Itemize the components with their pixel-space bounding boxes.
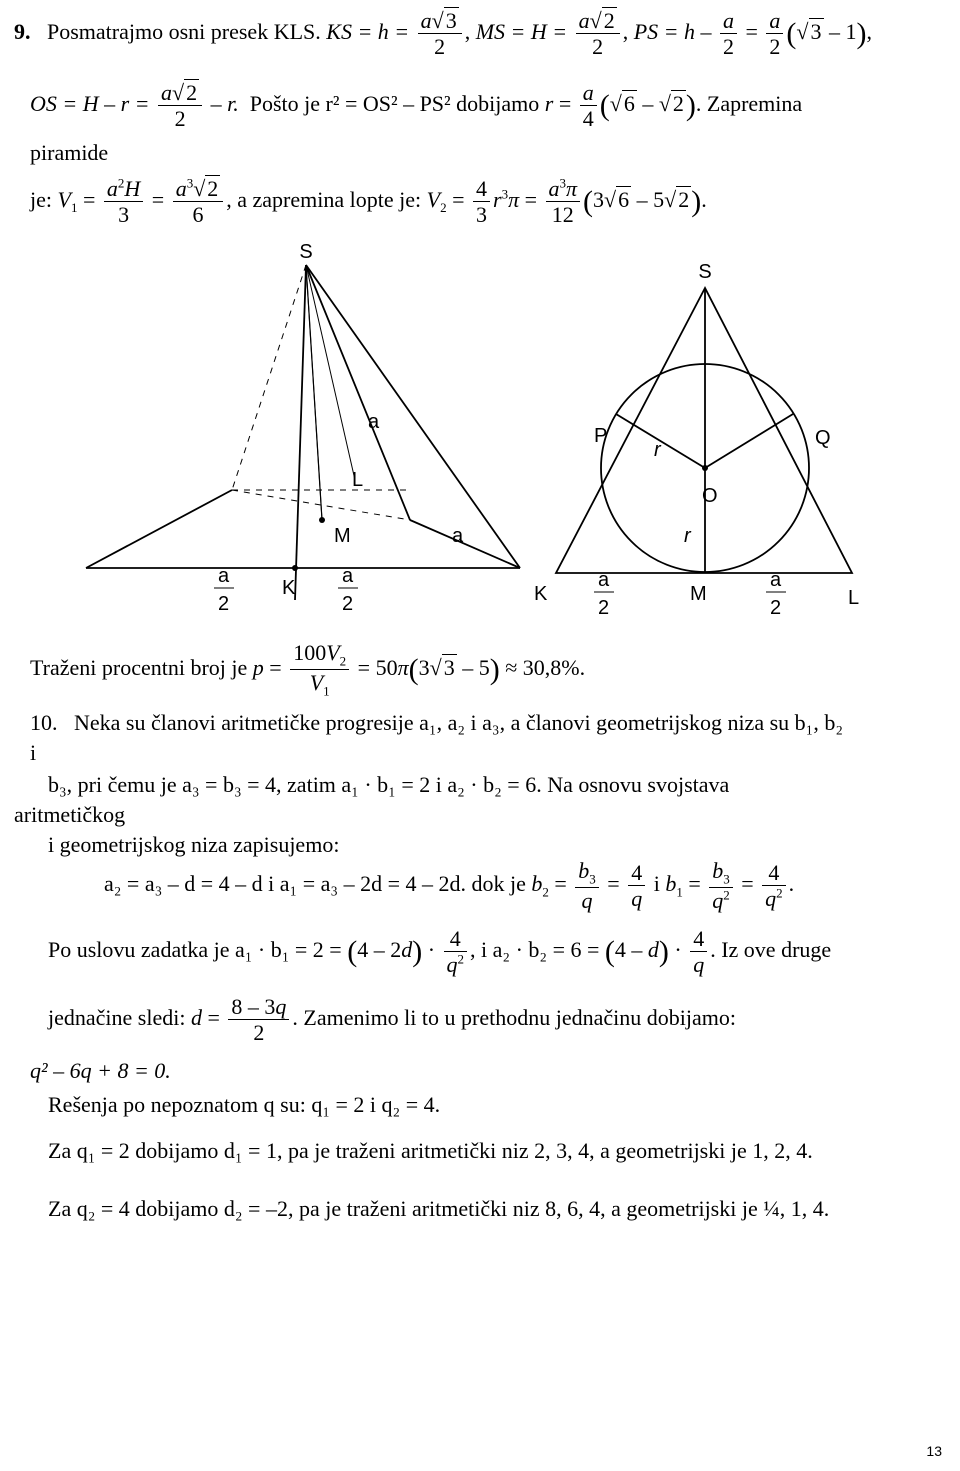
v1-frac2: $\frac{a^3√2}{6}$ bbox=[173, 176, 224, 228]
label-M-left: M bbox=[334, 525, 351, 547]
label-S-right: S bbox=[698, 261, 712, 283]
point-O bbox=[702, 465, 708, 471]
pyramid-and-cross-section-figure bbox=[0, 230, 960, 630]
label-a-half-left-r: a bbox=[598, 569, 610, 591]
ms-eq: MS = H = bbox=[475, 18, 568, 44]
trazeni-text: Traženi procentni broj je bbox=[30, 654, 248, 680]
result-text: ≈ 30,8%. bbox=[505, 654, 586, 680]
p10-line4: aritmetičkog bbox=[14, 802, 126, 827]
label-L-left: L bbox=[352, 469, 364, 491]
r-fraction: $\frac{a}{4}$ bbox=[580, 80, 597, 132]
label-two-right-r: 2 bbox=[770, 597, 782, 619]
label-two-left-r: 2 bbox=[598, 597, 610, 619]
os-eq: OS = H – r = bbox=[30, 90, 150, 116]
label-L-right: L bbox=[848, 587, 860, 609]
p9-line1: 9. Posmatrajmo osni presek KLS. KS = h = $\frac{a√3}{2}$ , MS = H = $\frac{a√2}{2}$ , PS = h – $\frac{a}{2}$ = $\frac{a}{2}$ (√3 – 1), bbox=[14, 8, 872, 60]
cond2-frac: $\frac{4}{q}$ bbox=[690, 926, 707, 978]
p10-line8: jednačine sledi: d = $\frac{8 - 3q}{2}$ . Zamenimo li to u prethodnu jednačinu dobijamo: bbox=[48, 994, 736, 1046]
label-r-top: r bbox=[654, 439, 661, 461]
p10-line12: Za q₂ = 4 dobijamo d₂ = –2, pa je traženi aritmetički niz 8, 6, 4, a geometrijski je ¼, 1, 4. bbox=[48, 1196, 830, 1221]
ks-fraction: $\frac{a√3}{2}$ bbox=[418, 8, 462, 60]
p9-line2: OS = H – r = $\frac{a√2}{2}$ – r. Pošto je r² = OS² – PS² dobijamo r = $\frac{a}{4}$ (√6 – √2). Zapremina bbox=[30, 80, 803, 132]
label-a-half-right-r: a bbox=[770, 569, 782, 591]
zapremina-text: Zapremina bbox=[706, 90, 803, 116]
os-r: – r. bbox=[210, 90, 239, 116]
p10-text-7a: Po uslovu zadatka je a₁ · b₁ = 2 = bbox=[48, 936, 342, 962]
ks-eq: KS = h = bbox=[326, 18, 410, 44]
ms-fraction: $\frac{a√2}{2}$ bbox=[576, 8, 620, 60]
v1-frac1: $\frac{a^2H}{3}$ bbox=[104, 176, 143, 228]
p10-line11: Za q₁ = 2 dobijamo d₁ = 1, pa je traženi aritmetički niz 2, 3, 4, a geometrijski je 1, 2, 4. bbox=[48, 1138, 813, 1163]
label-a-half-right: a bbox=[342, 565, 354, 587]
p10-text-8b: . Zamenimo li to u prethodnu jednačinu dobijamo: bbox=[292, 1004, 736, 1030]
point-M bbox=[319, 517, 325, 523]
p9-result: Traženi procentni broj je p = $\frac{100V_2}{V_1}$ = 50π(3√3 – 5) ≈ 30,8%. bbox=[30, 640, 586, 699]
b1-frac2: $\frac{4}{q^2}$ bbox=[762, 860, 786, 912]
label-K-right: K bbox=[534, 583, 548, 605]
p9-intro: Posmatrajmo osni presek KLS. bbox=[47, 18, 321, 44]
p10-text-6b: i bbox=[653, 870, 660, 896]
p10-line1 bbox=[30, 710, 843, 736]
b2-frac2: $\frac{4}{q}$ bbox=[628, 860, 645, 912]
page-number: 13 bbox=[926, 1443, 942, 1459]
p10-line7: Po uslovu zadatka je a₁ · b₁ = 2 = (4 – 2d) · $\frac{4}{q^2}$ , i a₂ · b₂ = 6 = (4 – d) · $\frac{4}{q}$ . Iz ove druge bbox=[48, 926, 832, 978]
ps-frac2: $\frac{a}{2}$ bbox=[766, 8, 783, 60]
label-two-left: 2 bbox=[218, 593, 230, 615]
v2-frac1: $\frac{4}{3}$ bbox=[473, 176, 490, 228]
p-fraction: $\frac{100V_2}{V_1}$ bbox=[290, 640, 349, 700]
label-O: O bbox=[702, 485, 718, 507]
pyramid-drawing bbox=[86, 265, 520, 600]
label-P: P bbox=[594, 425, 608, 447]
label-K-left: K bbox=[282, 577, 296, 599]
b1-frac1: $\frac{b_3}{q^2}$ bbox=[709, 858, 733, 914]
label-a-base: a bbox=[452, 525, 464, 547]
p10-line3: b₃, pri čemu je a₃ = b₃ = 4, zatim a₁ · b₁ = 2 i a₂ · b₂ = 6. Na osnovu svojstava bbox=[48, 772, 730, 797]
problem-number-10: 10. bbox=[30, 710, 58, 735]
p10-text-7c: . Iz ove druge bbox=[710, 936, 832, 962]
p10-text-8a: jednačine sledi: bbox=[48, 1004, 186, 1030]
p10-line10: Rešenja po nepoznatom q su: q₁ = 2 i q₂ = 4. bbox=[48, 1092, 441, 1117]
label-two-right: 2 bbox=[342, 593, 354, 615]
b2-frac1: $\frac{b_3}{q}$ bbox=[575, 858, 599, 914]
piramide-text: piramide bbox=[30, 140, 109, 165]
label-M-right: M bbox=[690, 583, 707, 605]
p10-text-7b: , i a₂ · b₂ = 6 = bbox=[470, 936, 600, 962]
label-a-edge: a bbox=[368, 411, 380, 433]
posto-text: Pošto je r² = OS² – PS² dobijamo bbox=[249, 90, 540, 116]
label-r-bottom: r bbox=[684, 525, 691, 547]
label-Q: Q bbox=[815, 427, 831, 449]
p10-text-6a: a₂ = a₃ – d = 4 – d i a₁ = a₃ – 2d = 4 – 2d. dok je bbox=[104, 870, 526, 896]
ps-frac1: $\frac{a}{2}$ bbox=[720, 8, 737, 60]
label-a-half-left: a bbox=[218, 565, 230, 587]
je-text: je: bbox=[30, 186, 52, 212]
v2-frac2: $\frac{a^3\pi}{12}$ bbox=[546, 176, 581, 228]
problem-number-9: 9. bbox=[14, 18, 31, 44]
point-K bbox=[292, 565, 298, 571]
lopte-text: , a zapremina lopte je: bbox=[226, 186, 422, 212]
cond1-frac: $\frac{4}{q^2}$ bbox=[444, 926, 468, 978]
ps-eq: PS = h bbox=[633, 18, 695, 44]
p10-line2: i bbox=[30, 740, 37, 765]
p10-line5: i geometrijskog niza zapisujemo: bbox=[48, 832, 340, 857]
p10-text-1: Neka su članovi aritmetičke progresije a₁, a₂ i a₃, a članovi geometrijskog niza su b₁, b₂ bbox=[74, 710, 843, 735]
p10-line6: a₂ = a₃ – d = 4 – d i a₁ = a₃ – 2d = 4 – 2d. dok je $b_2$ = $\frac{b_3}{q}$ = $\frac{4}{q}$ i $b_1$ = $\frac{b_3}{q^2}$ = $\frac{4}{q^2}$ . bbox=[104, 858, 795, 914]
os-fraction: $\frac{a√2}{2}$ bbox=[158, 80, 202, 132]
label-S-left: S bbox=[299, 241, 313, 263]
d-frac: $\frac{8 - 3q}{2}$ bbox=[228, 994, 289, 1046]
p9-line4: je: $V_1$ = $\frac{a^2H}{3}$ = $\frac{a^3√2}{6}$ , a zapremina lopte je: $V_2$ = $\frac{4}{3}$ $r^3\pi$ = $\frac{a^3\pi}{12}$ (3√6 – 5√2). bbox=[30, 175, 707, 228]
p10-line9: q² – 6q + 8 = 0. bbox=[30, 1058, 171, 1083]
